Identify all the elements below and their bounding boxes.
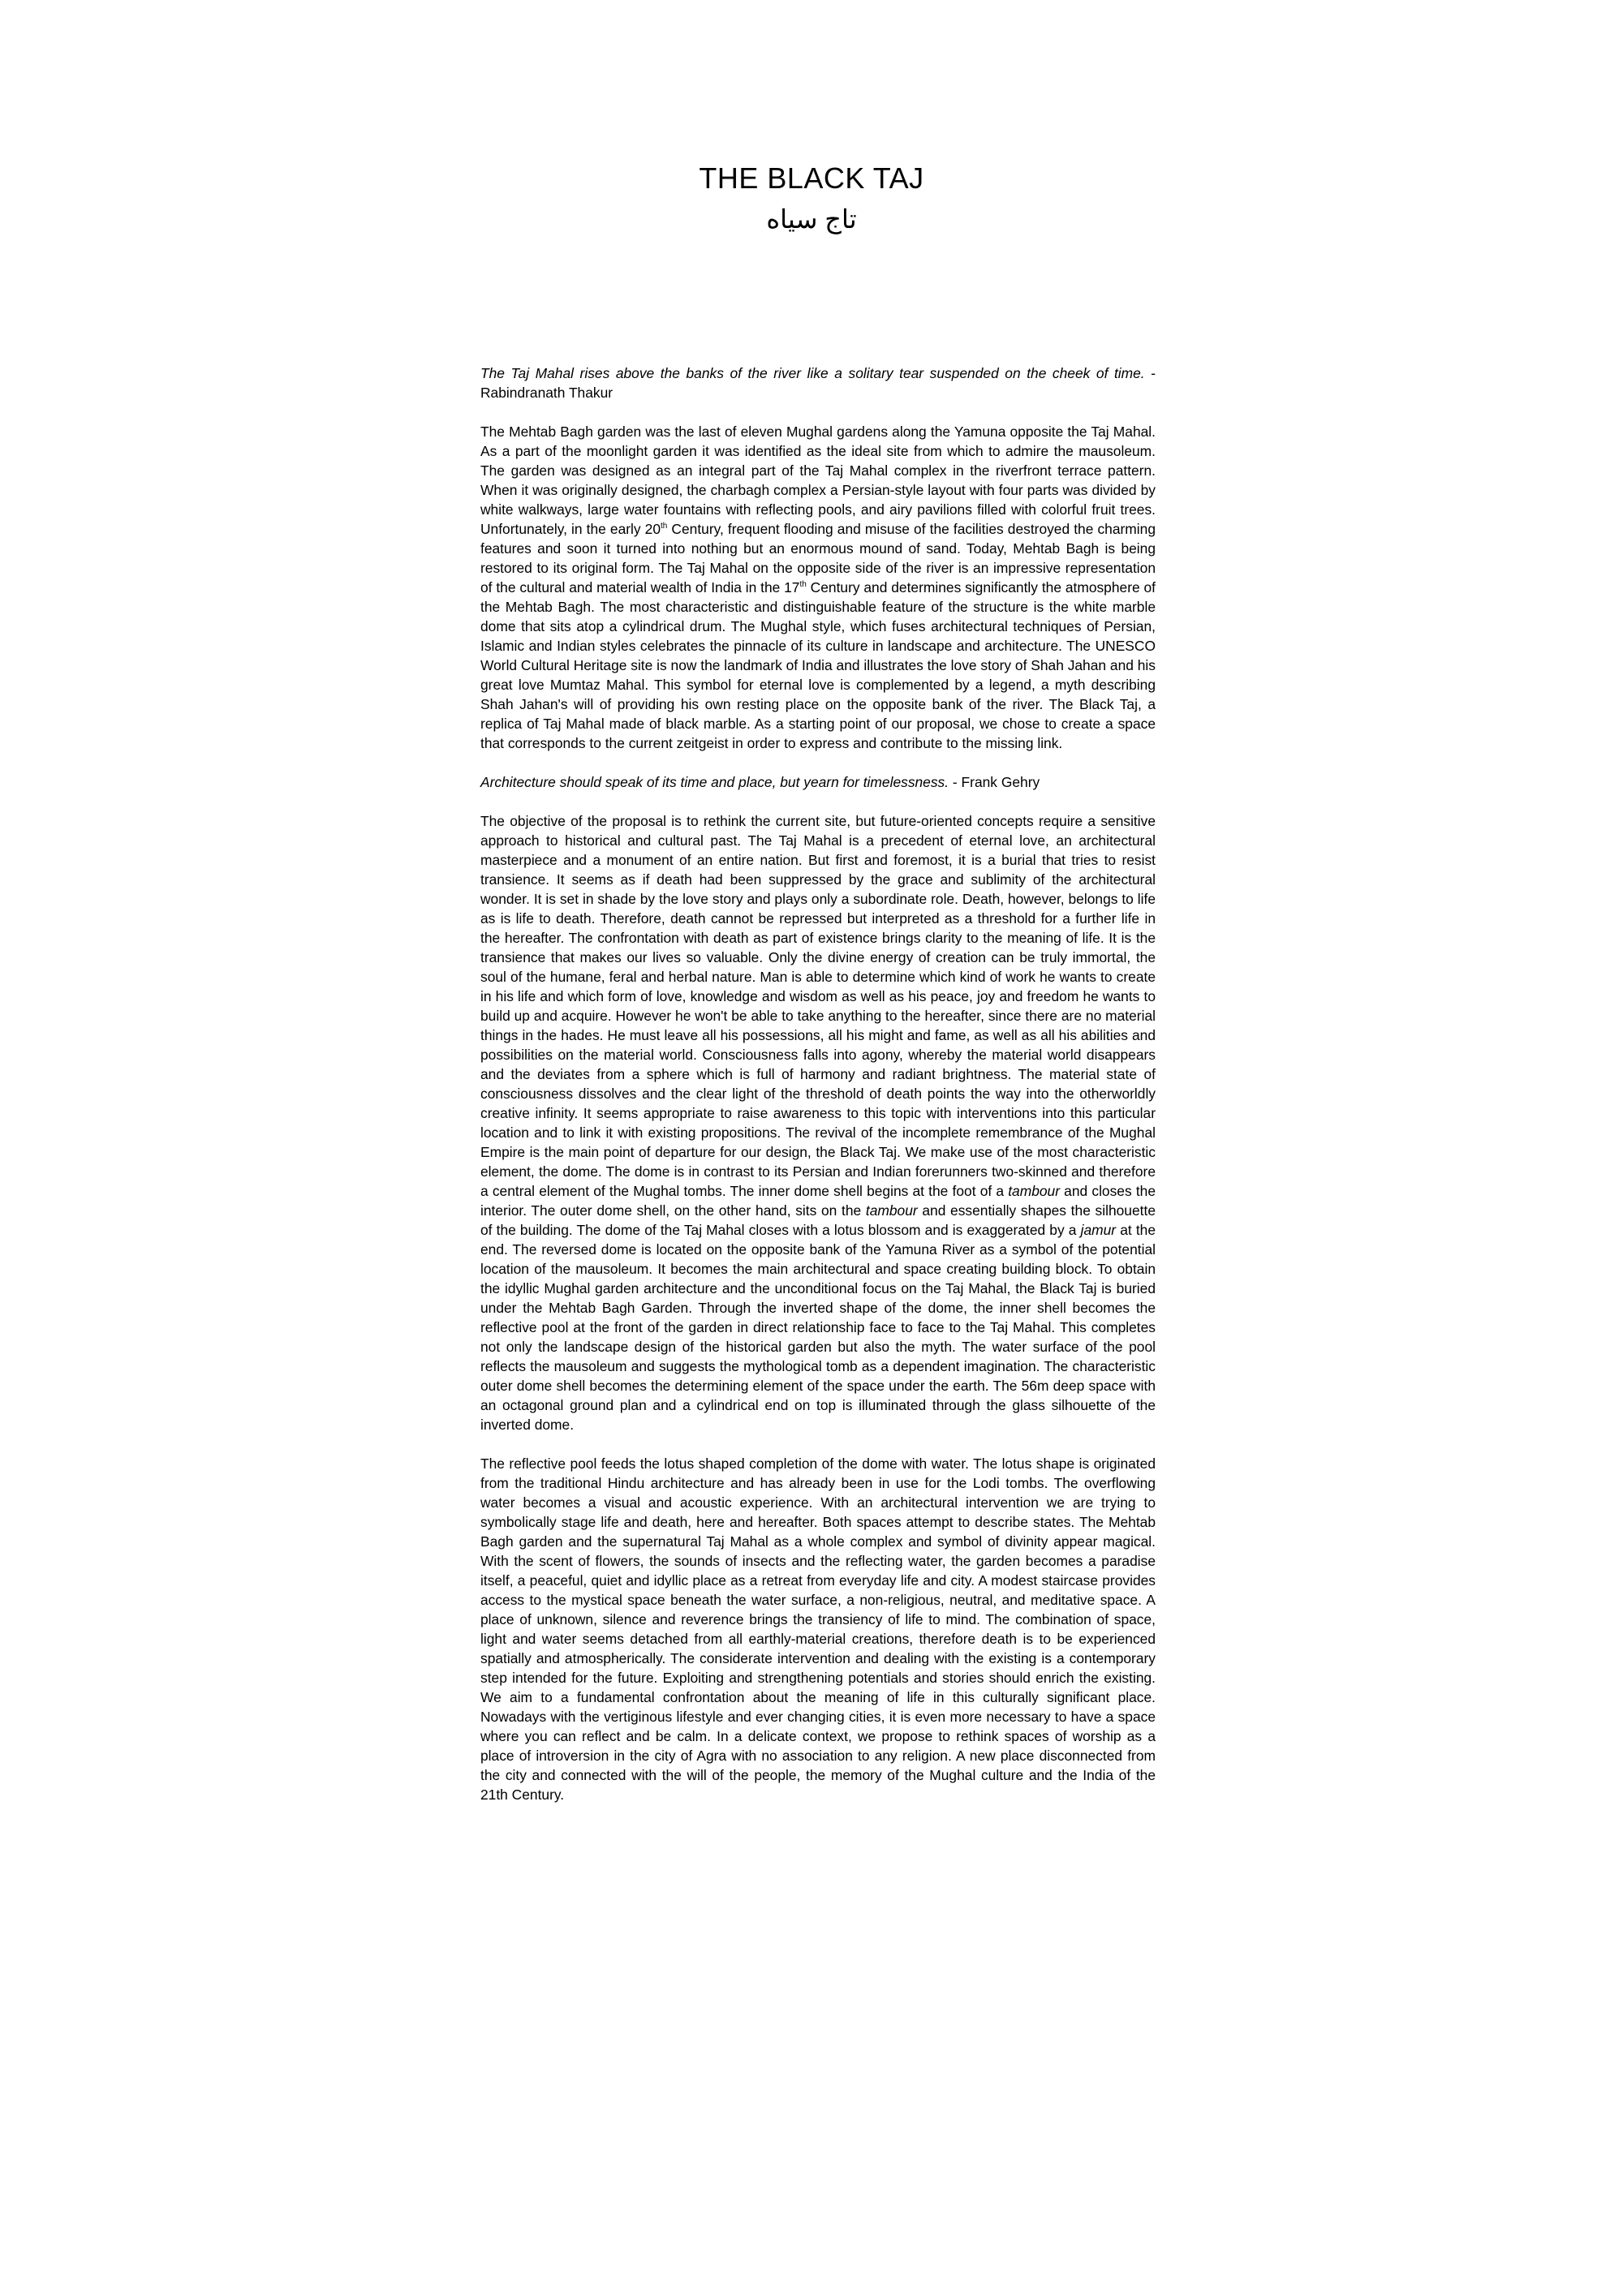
page-title: THE BLACK TAJ [699, 161, 924, 195]
paragraph-2-part-3: and essentially shapes the silhouette of the building. The dome of the Taj Mahal closes with a lotus blossom and is exaggerated by a [480, 1202, 1156, 1238]
term-tambour-1: tambour [1008, 1183, 1061, 1199]
document-body [480, 363, 1156, 1824]
paragraph-1-part-2: Century, frequent flooding and misuse of the facilities destroyed the charming features and soon it turned into nothing but an enormous mound of sand. Today, Mehtab Bagh is being restored to its original form. The Taj Mahal on the opposite side of the river is an impressive representation of the cultural and material wealth of India in the 17 [480, 521, 1156, 595]
superscript-th-2: th [799, 580, 807, 590]
quote-tagore [480, 363, 1156, 402]
quote-gehry [480, 772, 1156, 792]
paragraph-2-part-2: and closes the interior. The outer dome shell, on the other hand, sits on the [480, 1183, 1156, 1219]
quote-gehry-text: Architecture should speak of its time and place, but yearn for timelessness. [480, 774, 949, 790]
term-tambour-2: tambour [865, 1202, 918, 1219]
quote-tagore-author: - Rabindranath Thakur [480, 365, 1156, 401]
quote-gehry-author: - Frank Gehry [949, 774, 1040, 790]
page-subtitle-persian: تاج سیاه [766, 204, 857, 234]
term-jamur: jamur [1080, 1222, 1117, 1238]
quote-tagore-text: The Taj Mahal rises above the banks of the river like a solitary tear suspended on the cheek of time. [480, 365, 1145, 381]
paragraph-2-part-4: at the end. The reversed dome is located on the opposite bank of the Yamuna River as a symbol of the potential location of the mausoleum. It becomes the main architectural and space creating building block. To obtain the idyllic Mughal garden architecture and the unconditional focus on the Taj Mahal, the Black Taj is buried under the Mehtab Bagh Garden. Through the inverted shape of the dome, the inner shell becomes the reflective pool at the front of the garden in direct relationship face to face to the Taj Mahal. This completes not only the landscape design of the historical garden but also the myth. The water surface of the pool reflects the mausoleum and suggests the mythological tomb as a dependent imagination. The characteristic outer dome shell becomes the determining element of the space under the earth. The 56m deep space with an octagonal ground plan and a cylindrical end on top is illuminated through the glass silhouette of the inverted dome. [480, 1222, 1156, 1433]
title-block [0, 159, 1623, 237]
paragraph-mehtab-bagh [480, 422, 1156, 753]
superscript-th-1: th [661, 522, 668, 531]
paragraph-objective [480, 811, 1156, 1434]
paragraph-1-part-1: The Mehtab Bagh garden was the last of eleven Mughal gardens along the Yamuna opposite the Taj Mahal. As a part of the moonlight garden it was identified as the ideal site from which to admire the mausoleum. The garden was designed as an integral part of the Taj Mahal complex in the riverfront terrace pattern. When it was originally designed, the charbagh complex a Persian-style layout with four parts was divided by white walkways, large water fountains with reflecting pools, and airy pavilions filled with colorful fruit trees. Unfortunately, in the early 20 [480, 424, 1156, 537]
paragraph-reflective-pool: The reflective pool feeds the lotus shaped completion of the dome with water. The lotus shape is originated from the traditional Hindu architecture and has already been in use for the Lodi tombs. The overflowing water becomes a visual and acoustic experience. With an architectural intervention we are trying to symbolically stage life and death, here and hereafter. Both spaces attempt to describe states. The Mehtab Bagh garden and the supernatural Taj Mahal as a whole complex and symbol of divinity appear magical. With the scent of flowers, the sounds of insects and the reflecting water, the garden becomes a paradise itself, a peaceful, quiet and idyllic place as a retreat from everyday life and city. A modest staircase provides access to the mystical space beneath the water surface, a non-religious, neutral, and meditative space. A place of unknown, silence and reverence brings the transiency of life to mind. The combination of space, light and water seems detached from all earthly-material creations, therefore death is to be experienced spatially and atmospherically. The considerate intervention and dealing with the existing is a contemporary step intended for the future. Exploiting and strengthening potentials and stories should enrich the existing. We aim to a fundamental confrontation about the meaning of life in this culturally significant place. Nowadays with the vertiginous lifestyle and ever changing cities, it is even more necessary to have a space where you can reflect and be calm. In a delicate context, we propose to rethink spaces of worship as a place of introversion in the city of Agra with no association to any religion. A new place disconnected from the city and connected with the will of the people, the memory of the Mughal culture and the India of the 21th Century. [480, 1455, 1156, 1803]
paragraph-2-part-1: The objective of the proposal is to rethink the current site, but future-oriented concepts require a sensitive approach to historical and cultural past. The Taj Mahal is a precedent of eternal love, an architectural masterpiece and a monument of an entire nation. But first and foremost, it is a burial that tries to resist transience. It seems as if death had been suppressed by the grace and sublimity of the architectural wonder. It is set in shade by the love story and plays only a subordinate role. Death, however, belongs to life as is life to death. Therefore, death cannot be repressed but interpreted as a threshold for a further life in the hereafter. The confrontation with death as part of existence brings clarity to the meaning of life. It is the transience that makes our lives so valuable. Only the divine energy of creation can be truly immortal, the soul of the humane, feral and herbal nature. Man is able to determine which kind of work he wants to create in his life and which form of love, knowledge and wisdom as well as his peace, joy and freedom he wants to build up and acquire. However he won't be able to take anything to the hereafter, since there are no material things in the hades. He must leave all his possessions, all his might and fame, as well as all his abilities and possibilities on the material world. Consciousness falls into agony, whereby the material world disappears and the deviates from a sphere which is full of harmony and radiant brightness. The material state of consciousness dissolves and the clear light of the threshold of death points the way into the otherworldly creative infinity. It seems appropriate to raise awareness to this topic with interventions into this particular location and to link it with existing propositions. The revival of the incomplete remembrance of the Mughal Empire is the main point of departure for our design, the Black Taj. We make use of the most characteristic element, the dome. The dome is in contrast to its Persian and Indian forerunners two-skinned and therefore a central element of the Mughal tombs. The inner dome shell begins at the foot of a [480, 813, 1156, 1199]
paragraph-1-part-3: Century and determines significantly the atmosphere of the Mehtab Bagh. The most characteristic and distinguishable feature of the structure is the white marble dome that sits atop a cylindrical drum. The Mughal style, which fuses architectural techniques of Persian, Islamic and Indian styles celebrates the pinnacle of its culture in landscape and architecture. The UNESCO World Cultural Heritage site is now the landmark of India and illustrates the love story of Shah Jahan and his great love Mumtaz Mahal. This symbol for eternal love is complemented by a legend, a myth describing Shah Jahan's will of providing his own resting place on the opposite bank of the river. The Black Taj, a replica of Taj Mahal made of black marble. As a starting point of our proposal, we chose to create a space that corresponds to the current zeitgeist in order to express and contribute to the missing link. [480, 579, 1156, 751]
